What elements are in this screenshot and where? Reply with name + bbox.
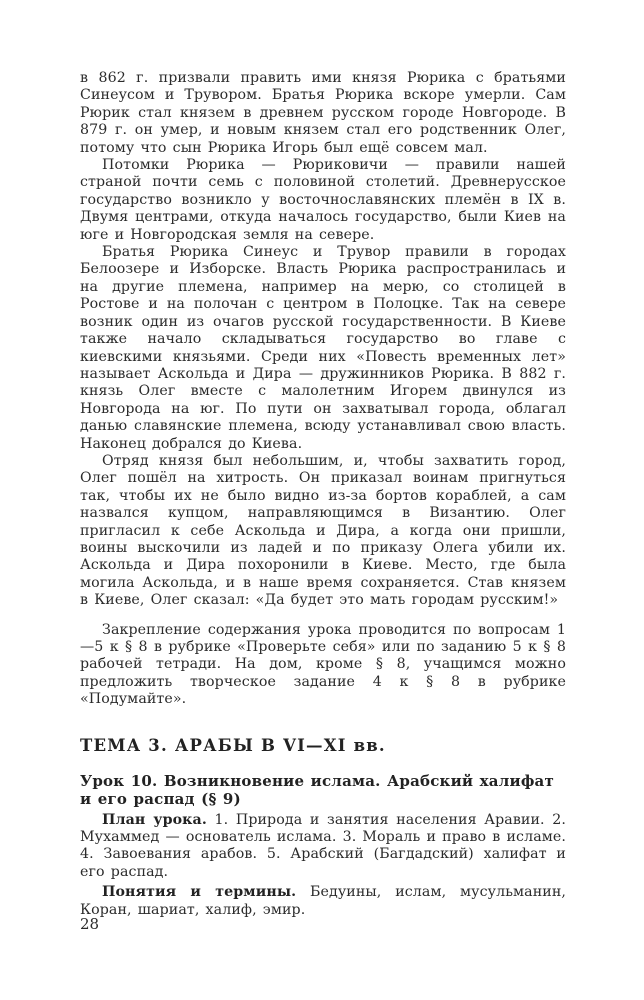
lesson-heading: Урок 10. Возникновение ислама. Арабский халифат и его распад (§ 9) [80,771,554,809]
terms-text: Бедуины, ислам, мусульманин, Коран, шариат, халиф, эмир. [80,884,566,918]
body-paragraph: в 862 г. призвали править ими князя Рюрика с братьями Синеусом и Трувором. Братья Рюрика вскоре умерли. Сам Рюрик стал князем в древнем русском городе Новгороде. В 879 г. он умер, и новым князем стал его родственник Олег, потому что сын Рюрика Игорь был ещё совсем мал. [80,70,566,156]
terms-paragraph [80,884,566,919]
page-number: 28 [80,915,100,933]
lesson-plan-paragraph [80,812,566,882]
lesson-plan-label: План урока. [102,811,207,828]
body-paragraph: Закрепление содержания урока проводится по вопросам 1—5 к § 8 в рубрике «Проверьте себя» или по заданию 5 к § 8 рабочей тетради. На дом, кроме § 8, учащимся можно предложить творческое задание 4 к § 8 в рубрике «Подумайте». [80,621,566,708]
theme-heading: ТЕМА 3. АРАБЫ В VI—XI вв. [80,735,386,755]
body-paragraphs [80,70,566,709]
lesson-plan-text: 1. Природа и занятия населения Аравии. 2. Мухаммед — основатель ислама. 3. Мораль и право в исламе. 4. Завоевания арабов. 5. Арабский (Багдадский) халифат и его распад. [80,811,566,880]
body-paragraph: Братья Рюрика Синеус и Трувор правили в городах Белоозере и Изборске. Власть Рюрика распространилась и на другие племена, например на мерю, со столицей в Ростове и на полочан с центром в Полоцке. Так на севере возник один из очагов русской государственности. В Киеве также начало складываться государство во главе с киевскими князьями. Среди них «Повесть временных лет» называет Аскольда и Дира — дружинников Рюрика. В 882 г. князь Олег вместе с малолетним Игорем двинулся из Новгорода на юг. По пути он захватывал города, облагал данью славянские племена, всюду устанавливал свою власть. Наконец добрался до Киева. [80,244,566,452]
body-paragraph: Отряд князя был небольшим, и, чтобы захватить город, Олег пошёл на хитрость. Он приказал воинам пригнуться так, чтобы их не было видно из-за бортов кораблей, а сам назвался купцом, направляющимся в Византию. Олег пригласил к себе Аскольда и Дира, а когда они пришли, воины выскочили из ладей и по приказу Олега убили их. Аскольда и Дира похоронили в Киеве. Место, где была могила Аскольда, и в наше время сохраняется. Став князем в Киеве, Олег сказал: «Да будет это мать городам русским!» [80,452,566,609]
body-paragraph: Потомки Рюрика — Рюриковичи — правили нашей страной почти семь с половиной столетий. Древнерусское государство возникло у восточнославянских племён в IX в. Двумя центрами, откуда началось государство, были Киев на юге и Новгородская земля на севере. [80,157,566,243]
terms-label: Понятия и термины. [102,884,297,901]
